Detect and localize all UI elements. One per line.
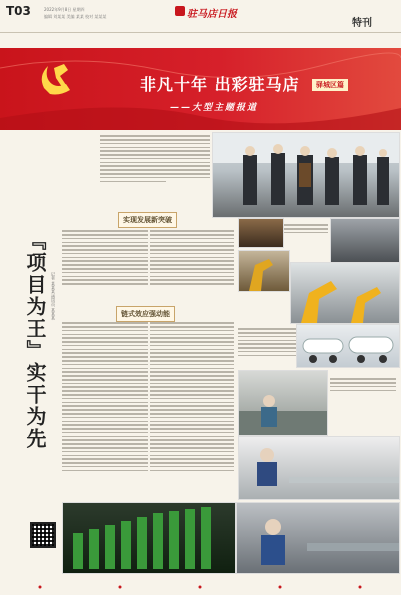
body-text-col3 <box>62 320 148 500</box>
body-text-col5 <box>238 326 296 366</box>
article-byline: 记者 某某某 通讯员 某某某 <box>51 272 56 320</box>
subhead-development: 实现发展新突破 <box>118 212 177 228</box>
tank-truck-photo <box>296 324 400 368</box>
qr-code[interactable] <box>30 522 56 548</box>
subhead-chain-effect: 链式效应强动能 <box>116 306 175 322</box>
masthead-title: 驻马店日报 <box>187 9 237 20</box>
caption-1 <box>284 222 328 236</box>
editor-line: 编辑 刘某某 美编 某某 校对 某某某 <box>44 14 107 19</box>
production-line-photo <box>238 436 400 500</box>
date-line: 2022年9月8日 星期四 <box>44 7 85 12</box>
party-emblem-icon <box>34 58 78 102</box>
intro-paragraph <box>100 133 210 193</box>
factory-photo-1 <box>238 218 284 248</box>
robot-arm-photo <box>290 262 400 324</box>
body-text-col1 <box>62 228 148 300</box>
inspection-photo <box>212 132 400 218</box>
banner-subtitle: ——大型主题报道 <box>170 103 259 113</box>
district-tag: 驿城区篇 <box>312 79 348 91</box>
page-number: T03 <box>6 4 31 18</box>
body-text-col2 <box>150 228 234 300</box>
masthead <box>175 6 247 20</box>
article-headline: 『项目为王』实干为先 <box>23 230 47 450</box>
newspaper-logo-icon <box>175 6 185 16</box>
packaging-photo <box>236 502 400 574</box>
caption-2 <box>330 376 396 393</box>
body-text-col4 <box>150 320 234 500</box>
workshop-photo <box>238 370 328 436</box>
section-name: 特刊 <box>352 18 372 29</box>
factory-photo-2 <box>330 218 400 264</box>
bottle-line-photo <box>62 502 236 574</box>
banner-title: 非凡十年 出彩驻马店 <box>140 75 300 94</box>
page-footer <box>0 576 401 584</box>
machinery-photo <box>238 250 290 292</box>
